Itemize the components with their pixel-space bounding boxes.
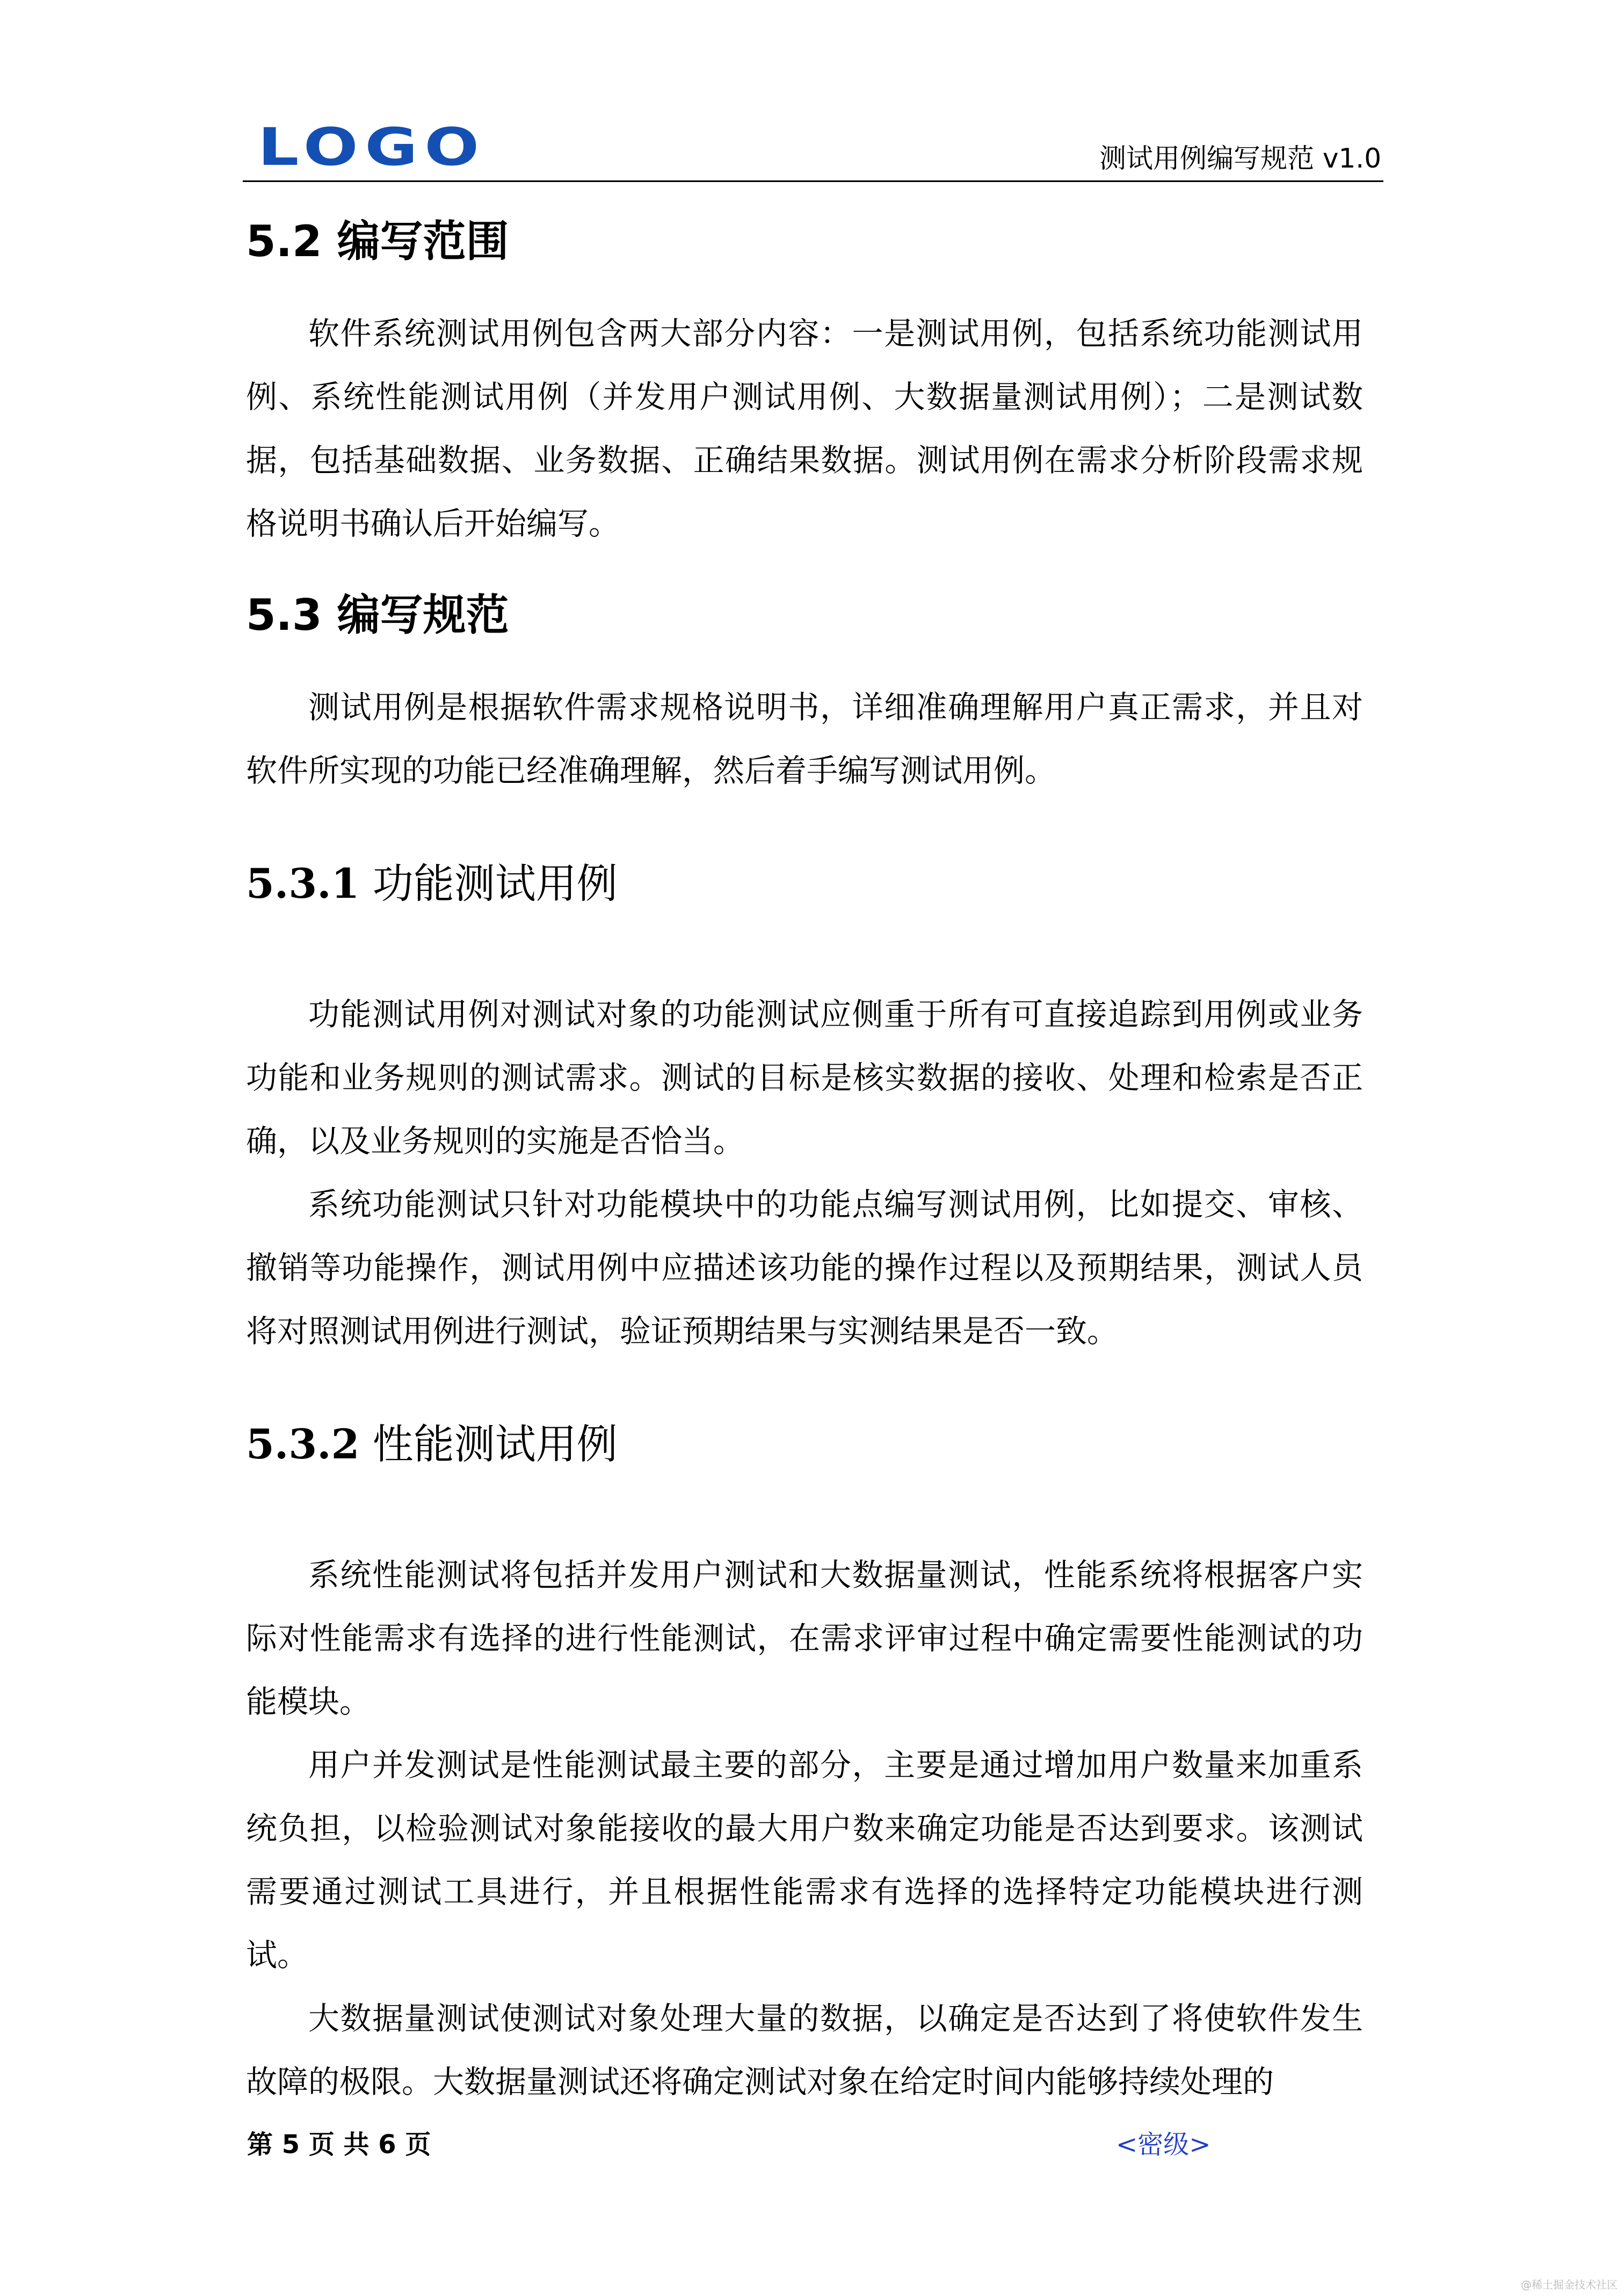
section-heading-5-3: 5.3 编写规范 (246, 590, 509, 640)
section-number: 5.3.2 (246, 1420, 360, 1468)
logo: LOGO (258, 117, 486, 177)
header-divider (243, 180, 1383, 182)
section-heading-5-3-1 (246, 852, 1363, 916)
section-number: 5.3.1 (246, 860, 360, 907)
section-heading-5-3-2 (246, 1412, 1363, 1477)
page-number: 第 5 页 共 6 页 (247, 2130, 431, 2160)
section-heading-5-2: 5.2 编写范围 (246, 216, 509, 266)
section-title: 性能测试用例 (372, 1420, 618, 1468)
paragraph: 测试用例是根据软件需求规格说明书，详细准确理解用户真正需求，并且对软件所实现的功能已经准确理解，然后着手编写测试用例。 (246, 689, 1363, 789)
paragraph: 系统功能测试只针对功能模块中的功能点编写测试用例，比如提交、审核、撤销等功能操作，测试用例中应描述该功能的操作过程以及预期结果，测试人员将对照测试用例进行测试，验证预期结果与实测结果是否一致。 (246, 1186, 1363, 1349)
document-body (246, 209, 1363, 2113)
paragraph: 用户并发测试是性能测试最主要的部分，主要是通过增加用户数量来加重系统负担，以检验测试对象能接收的最大用户数来确定功能是否达到要求。该测试需要通过测试工具进行，并且根据性能需求有选择的选择特定功能模块进行测试。 (246, 1747, 1363, 1973)
document-header-title: 测试用例编写规范 v1.0 (1099, 143, 1381, 174)
classification-label: <密级> (1116, 2130, 1211, 2160)
paragraph: 系统性能测试将包括并发用户测试和大数据量测试，性能系统将根据客户实际对性能需求有选择的进行性能测试，在需求评审过程中确定需要性能测试的功能模块。 (246, 1557, 1363, 1720)
section-title: 功能测试用例 (372, 860, 618, 907)
paragraph: 功能测试用例对测试对象的功能测试应侧重于所有可直接追踪到用例或业务功能和业务规则的测试需求。测试的目标是核实数据的接收、处理和检索是否正确，以及业务规则的实施是否恰当。 (246, 996, 1363, 1159)
paragraph: 软件系统测试用例包含两大部分内容：一是测试用例，包括系统功能测试用例、系统性能测试用例（并发用户测试用例、大数据量测试用例）；二是测试数据，包括基础数据、业务数据、正确结果数据。测试用例在需求分析阶段需求规格说明书确认后开始编写。 (246, 315, 1363, 542)
paragraph: 大数据量测试使测试对象处理大量的数据，以确定是否达到了将使软件发生故障的极限。大数据量测试还将确定测试对象在给定时间内能够持续处理的 (246, 2000, 1363, 2100)
watermark: @稀土掘金技术社区 (1521, 2278, 1618, 2291)
